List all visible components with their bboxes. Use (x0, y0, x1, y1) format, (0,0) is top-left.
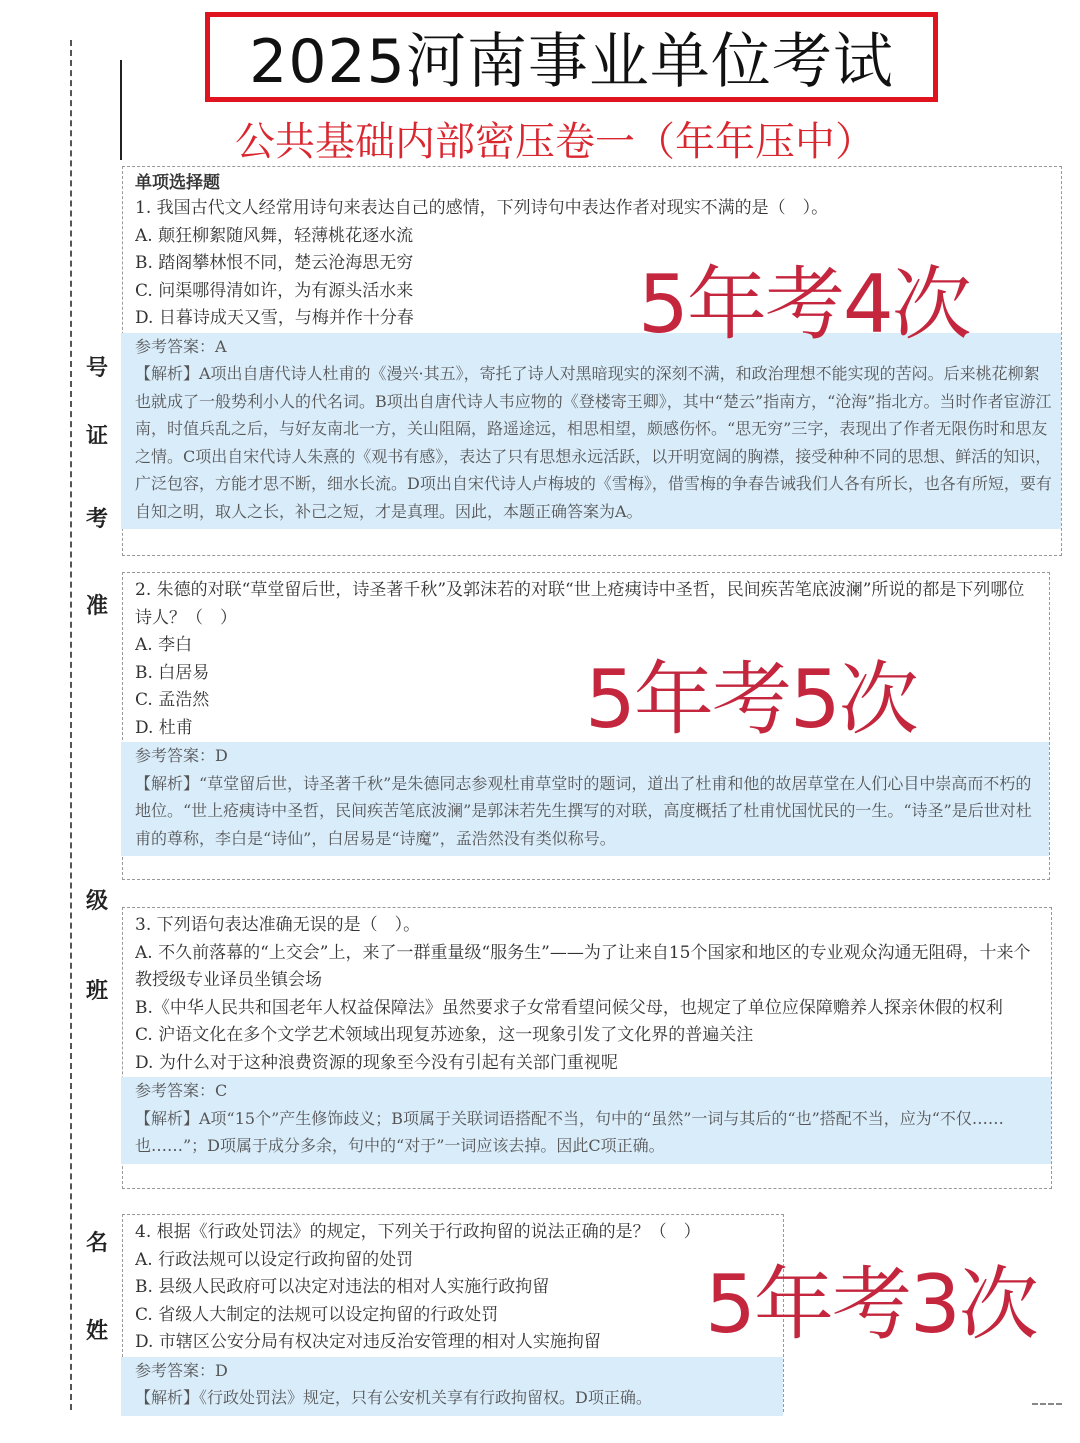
question-card-4 (122, 1214, 784, 1412)
option-c: C. 问渠哪得清如许，为有源头活水来 (135, 280, 414, 301)
option-b: B. 踏阁攀林恨不同，楚云沧海思无穷 (135, 253, 414, 273)
question-stem: 3. 下列语句表达准确无误的是（ ）。 (135, 915, 421, 935)
frequency-badge-1: 5年考4次 (638, 258, 970, 351)
margin-label-name-1: 名 (86, 1230, 109, 1256)
answer-area (121, 1357, 783, 1416)
option-c: C. 省级人大制定的法规可以设定拘留的行政处罚 (135, 1304, 499, 1325)
answer-area (121, 1077, 1051, 1164)
corner-mark (1032, 1403, 1062, 1411)
option-d: D. 日暮诗成天又雪，与梅并作十分春 (135, 308, 414, 328)
option-c: C. 孟浩然 (135, 690, 210, 710)
answer-area (121, 333, 1061, 530)
section-title: 单项选择题 (135, 173, 220, 193)
binding-line (70, 40, 72, 1410)
option-d: D. 杜甫 (135, 717, 193, 738)
analysis-text: 【解析】“草堂留后世，诗圣著千秋”是朱德同志参观杜甫草堂时的题词，道出了杜甫和他的故居草堂在人们心目中崇高而不朽的地位。“世上疮痍诗中圣哲，民间疾苦笔底波澜”是郭沫若先生撰写的对联，高度概括了杜甫忧国忧民的一生。“诗圣”是后世对杜甫的尊称，李白是“诗仙”，白居易是“诗魔”，孟浩然没有类似称号。 (135, 773, 1032, 848)
margin-label-exam-id-1: 号 (86, 355, 109, 381)
answer-line: 参考答案：A (135, 336, 227, 356)
margin-label-class-2: 班 (86, 978, 109, 1004)
answer-area (121, 742, 1049, 856)
question-stem: 2. 朱德的对联“草堂留后世，诗圣著千秋”及郭沫若的对联“世上疮痍诗中圣哲，民间疾苦笔底波澜”所说的都是下列哪位诗人？（ ） (135, 580, 1025, 628)
analysis-text: 【解析】A项出自唐代诗人杜甫的《漫兴·其五》，寄托了诗人对黑暗现实的深刻不满，和政治理想不能实现的苦闷。后来桃花柳絮也就成了一般势利小人的代名词。B项出自唐代诗人韦应物的《登楼寄王卿》，其中“楚云”指南方，“沧海”指北方。当时作者宦游江南，时值兵乱之后，与好友南北一方，关山阻隔，路遥途远，相思相望，颇感伤怀。“思无穷”三字，表现出了作者无限伤时和思友之情。C项出自宋代诗人朱熹的《观书有感》，表达了只有思想永远活跃，以开明宽阔的胸襟，接受种种不同的思想、鲜活的知识，广泛包容，方能才思不断，细水长流。D项出自宋代诗人卢梅坡的《雪梅》，借雪梅的争春告诫我们人各有所长，也各有所短，要有自知之明，取人之长，补己之短，才是真理。因此，本题正确答案为A。 (135, 364, 1052, 521)
title-box (205, 12, 938, 102)
option-a: A. 李白 (135, 635, 193, 655)
option-b: B. 县级人民政府可以决定对违法的相对人实施行政拘留 (135, 1277, 550, 1297)
option-b: B.《中华人民共和国老年人权益保障法》虽然要求子女常看望问候父母，也规定了单位应保障赡养人探亲休假的权利 (135, 997, 1003, 1018)
question-stem: 4. 根据《行政处罚法》的规定，下列关于行政拘留的说法正确的是？（ ） (135, 1222, 701, 1242)
page-subtitle: 公共基础内部密压卷一（年年压中） (235, 119, 875, 165)
margin-label-exam-id-4: 准 (86, 593, 109, 619)
margin-label-exam-id-2: 证 (86, 423, 109, 449)
option-b: B. 白居易 (135, 662, 210, 683)
option-d: D. 市辖区公安分局有权决定对违反治安管理的相对人实施拘留 (135, 1332, 601, 1352)
margin-label-name-2: 姓 (86, 1318, 109, 1344)
question-stem: 1. 我国古代文人经常用诗句来表达自己的感情，下列诗句中表达作者对现实不满的是（ ）。 (135, 198, 829, 218)
analysis-text: 【解析】A项“15个”产生修饰歧义；B项属于关联词语搭配不当，句中的“虽然”一词与其后的“也”搭配不当，应为“不仅……也……”；D项属于成分多余，句中的“对于”一词应该去掉。因此C项正确。 (135, 1108, 1004, 1155)
margin-label-class-1: 级 (86, 888, 109, 914)
vertical-rule (120, 60, 122, 160)
frequency-badge-4: 5年考3次 (705, 1258, 1037, 1351)
frequency-badge-2: 5年考5次 (585, 653, 917, 746)
option-c: C. 沪语文化在多个文学艺术领域出现复苏迹象，这一现象引发了文化界的普遍关注 (135, 1025, 754, 1045)
option-a: A. 颠狂柳絮随风舞，轻薄桃花逐水流 (135, 225, 414, 246)
option-a: A. 不久前落幕的“上交会”上，来了一群重量级“服务生”——为了让来自15个国家和地区的专业观众沟通无阻碍，十来个教授级专业译员坐镇会场 (135, 942, 1031, 990)
question-card-1 (122, 166, 1062, 556)
answer-line: 参考答案：D (135, 1360, 228, 1380)
page-title: 2025河南事业单位考试 (249, 27, 894, 97)
question-card-3 (122, 907, 1052, 1189)
option-a: A. 行政法规可以设定行政拘留的处罚 (135, 1249, 414, 1270)
margin-label-exam-id-3: 考 (86, 506, 109, 532)
analysis-text: 【解析】《行政处罚法》规定，只有公安机关享有行政拘留权。D项正确。 (135, 1388, 652, 1407)
answer-line: 参考答案：D (135, 746, 228, 765)
option-d: D. 为什么对于这种浪费资源的现象至今没有引起有关部门重视呢 (135, 1052, 618, 1073)
answer-line: 参考答案：C (135, 1081, 228, 1100)
